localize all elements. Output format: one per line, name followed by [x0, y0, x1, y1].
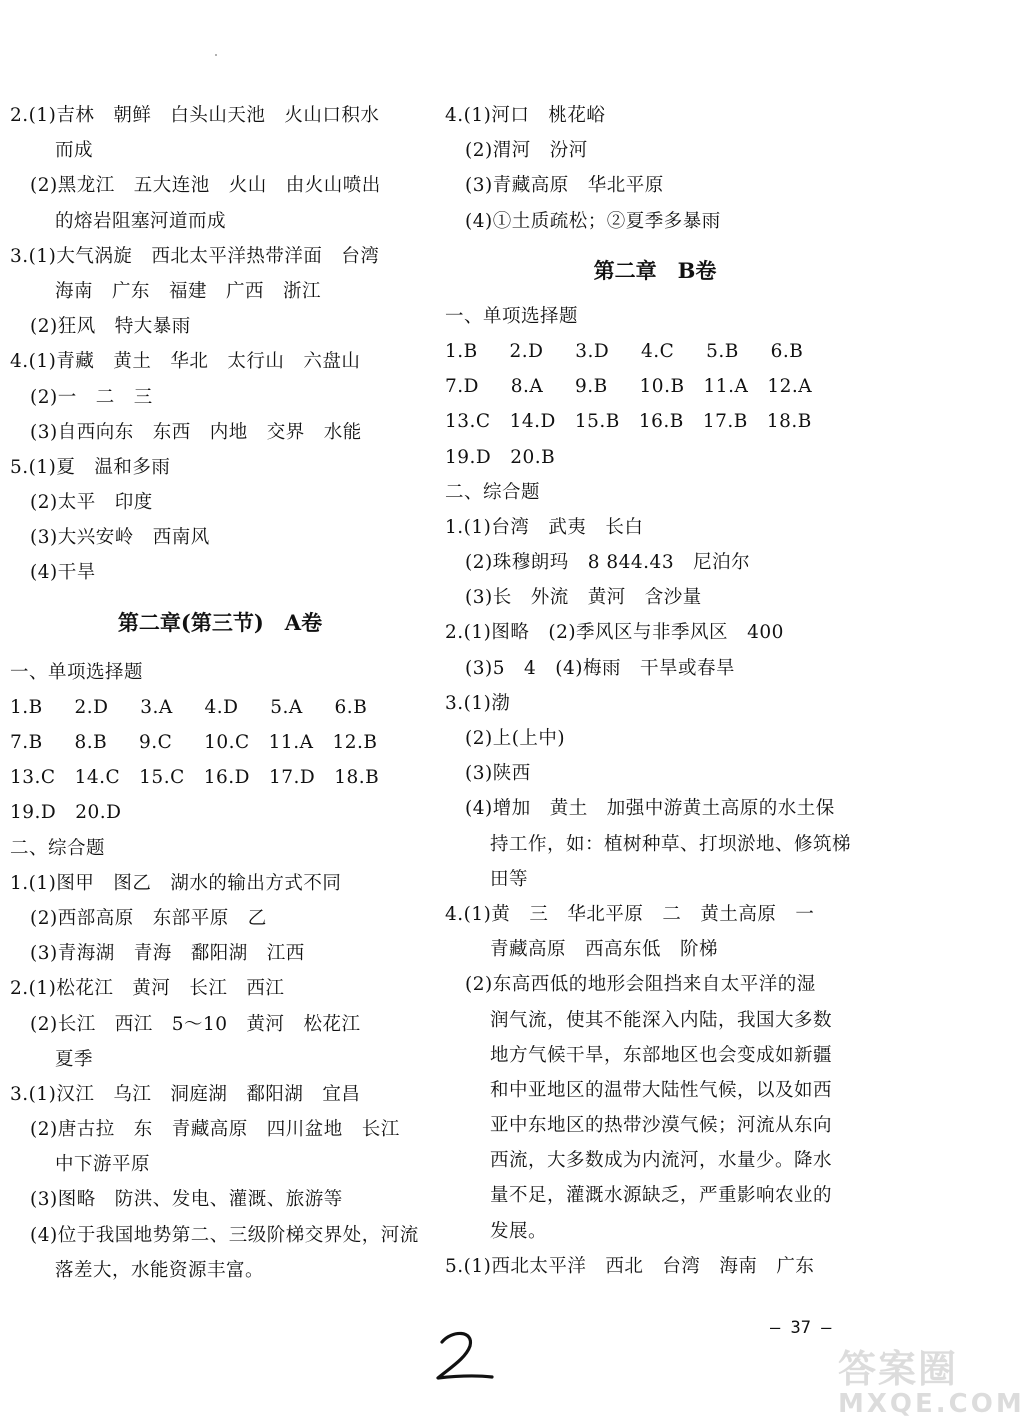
- answer-line: 量不足，灌溉水源缺乏，严重影响农业的: [490, 1185, 833, 1207]
- answer-line: 3.(1)大气涡旋 西北太平洋热带洋面 台湾: [10, 245, 380, 267]
- answer-line: 1.(1)台湾 武夷 长白: [445, 516, 644, 538]
- answer-line: 地方气候干旱，东部地区也会变成如新疆: [490, 1044, 833, 1066]
- answer-line: 落差大，水能资源丰富。: [55, 1259, 265, 1281]
- answer-line: 一、单项选择题: [10, 661, 144, 683]
- answer-line: (3)图略 防洪、发电、灌溉、旅游等: [30, 1189, 343, 1211]
- answer-line: (2)渭河 汾河: [465, 140, 588, 162]
- answer-line: 中下游平原: [55, 1154, 151, 1176]
- answer-line: (4)位于我国地势第二、三级阶梯交界处，河流: [30, 1224, 419, 1246]
- answer-line: 19.D 20.D: [10, 802, 122, 824]
- answer-line: 13.C 14.C 15.C 16.D 17.D 18.B: [10, 767, 380, 789]
- answer-line: 二、综合题: [10, 837, 106, 859]
- answer-line: (3)长 外流 黄河 含沙量: [465, 587, 702, 609]
- answer-line: 发展。: [490, 1220, 548, 1242]
- answer-line: 和中亚地区的温带大陆性气候，以及如西: [490, 1079, 833, 1101]
- answer-line: (2)狂风 特大暴雨: [30, 316, 191, 338]
- answer-line: (2)东高西低的地形会阻挡来自太平洋的湿: [465, 974, 816, 996]
- left-column: [10, 98, 430, 1288]
- answer-line: 2.(1)松花江 黄河 长江 西江: [10, 978, 285, 1000]
- handwritten-digit-mark: [430, 1328, 500, 1383]
- answer-line: (3)大兴安岭 西南风: [30, 527, 210, 549]
- answer-line: 2.(1)图略 (2)季风区与非季风区 400: [445, 622, 784, 644]
- answer-line: 3.(1)渤: [445, 692, 511, 714]
- answer-line: 1.(1)图甲 图乙 湖水的输出方式不同: [10, 872, 342, 894]
- answer-line: 7.D 8.A 9.B 10.B 11.A 12.A: [445, 376, 813, 398]
- answer-line: 4.(1)青藏 黄土 华北 太行山 六盘山: [10, 351, 361, 373]
- answer-line: (3)5 4 (4)梅雨 干旱或春旱: [465, 657, 735, 679]
- section-heading: 第二章(第三节) A卷: [117, 609, 323, 635]
- answer-line: (2)一 二 三: [30, 386, 153, 408]
- answer-line: 润气流，使其不能深入内陆，我国大多数: [490, 1009, 833, 1031]
- answer-line: (4)干旱: [30, 562, 96, 584]
- answer-line: 1.B 2.D 3.A 4.D 5.A 6.B: [10, 696, 368, 718]
- answer-line: 青藏高原 西高东低 阶梯: [490, 939, 719, 961]
- answer-line: 二、综合题: [445, 481, 541, 503]
- answer-line: 3.(1)汉江 乌江 洞庭湖 鄱阳湖 宜昌: [10, 1083, 361, 1105]
- section-heading: 第二章 B卷: [593, 257, 717, 283]
- answer-line: 持工作，如：植树种草、打坝淤地、修筑梯: [490, 833, 852, 855]
- answer-line: 5.(1)西北太平洋 西北 台湾 海南 广东: [445, 1255, 815, 1277]
- answer-line: 一、单项选择题: [445, 305, 579, 327]
- answer-line: 而成: [55, 140, 94, 162]
- answer-line: 的熔岩阻塞河道而成: [55, 210, 227, 232]
- answer-line: 19.D 20.B: [445, 446, 556, 468]
- right-column: [445, 98, 865, 1284]
- answer-line: 4.(1)黄 三 华北平原 二 黄土高原 一: [445, 903, 815, 925]
- answer-line: 1.B 2.D 3.D 4.C 5.B 6.B: [445, 340, 804, 362]
- answer-line: 13.C 14.D 15.B 16.B 17.B 18.B: [445, 411, 812, 433]
- watermark-top-text: 答案圈: [838, 1347, 959, 1391]
- answer-line: 田等: [490, 868, 529, 890]
- answer-line: 2.(1)吉林 朝鲜 白头山天池 火山口积水: [10, 105, 380, 126]
- answer-line: (4)增加 黄土 加强中游黄土高原的水土保: [465, 798, 835, 820]
- answer-line: (2)珠穆朗玛 8 844.43 尼泊尔: [465, 552, 751, 574]
- answer-line: 夏季: [55, 1048, 94, 1070]
- answer-line: (2)西部高原 东部平原 乙: [30, 907, 267, 929]
- answer-line: 海南 广东 福建 广西 浙江: [55, 280, 322, 302]
- answer-line: (2)长江 西江 5～10 黄河 松花江: [30, 1013, 361, 1035]
- answer-line: 7.B 8.B 9.C 10.C 11.A 12.B: [10, 732, 378, 753]
- answer-line: (3)自西向东 东西 内地 交界 水能: [30, 421, 362, 443]
- answer-line: (2)太平 印度: [30, 492, 153, 514]
- answer-line: (3)青海湖 青海 鄱阳湖 江西: [30, 943, 305, 965]
- answer-line: (3)青藏高原 华北平原: [465, 175, 664, 197]
- answer-line: (4)①土质疏松；②夏季多暴雨: [465, 210, 721, 232]
- answer-line: 西流，大多数成为内流河，水量少。降水: [490, 1150, 833, 1172]
- answer-line: (2)上(上中): [465, 728, 566, 749]
- watermark-bottom-text: MXQE.COM: [838, 1389, 1025, 1419]
- answer-line: 4.(1)河口 桃花峪: [445, 105, 606, 126]
- answer-line: (2)黑龙江 五大连池 火山 由火山喷出: [30, 175, 381, 197]
- answer-line: 亚中东地区的热带沙漠气候；河流从东向: [490, 1115, 833, 1137]
- answer-line: (3)陕西: [465, 763, 531, 785]
- answer-line: 5.(1)夏 温和多雨: [10, 456, 171, 478]
- watermark-logo: [838, 1338, 1025, 1420]
- answer-line: (2)唐古拉 东 青藏高原 四川盆地 长江: [30, 1119, 400, 1141]
- page-number: — 37 —: [770, 1318, 832, 1338]
- speck: [215, 54, 217, 56]
